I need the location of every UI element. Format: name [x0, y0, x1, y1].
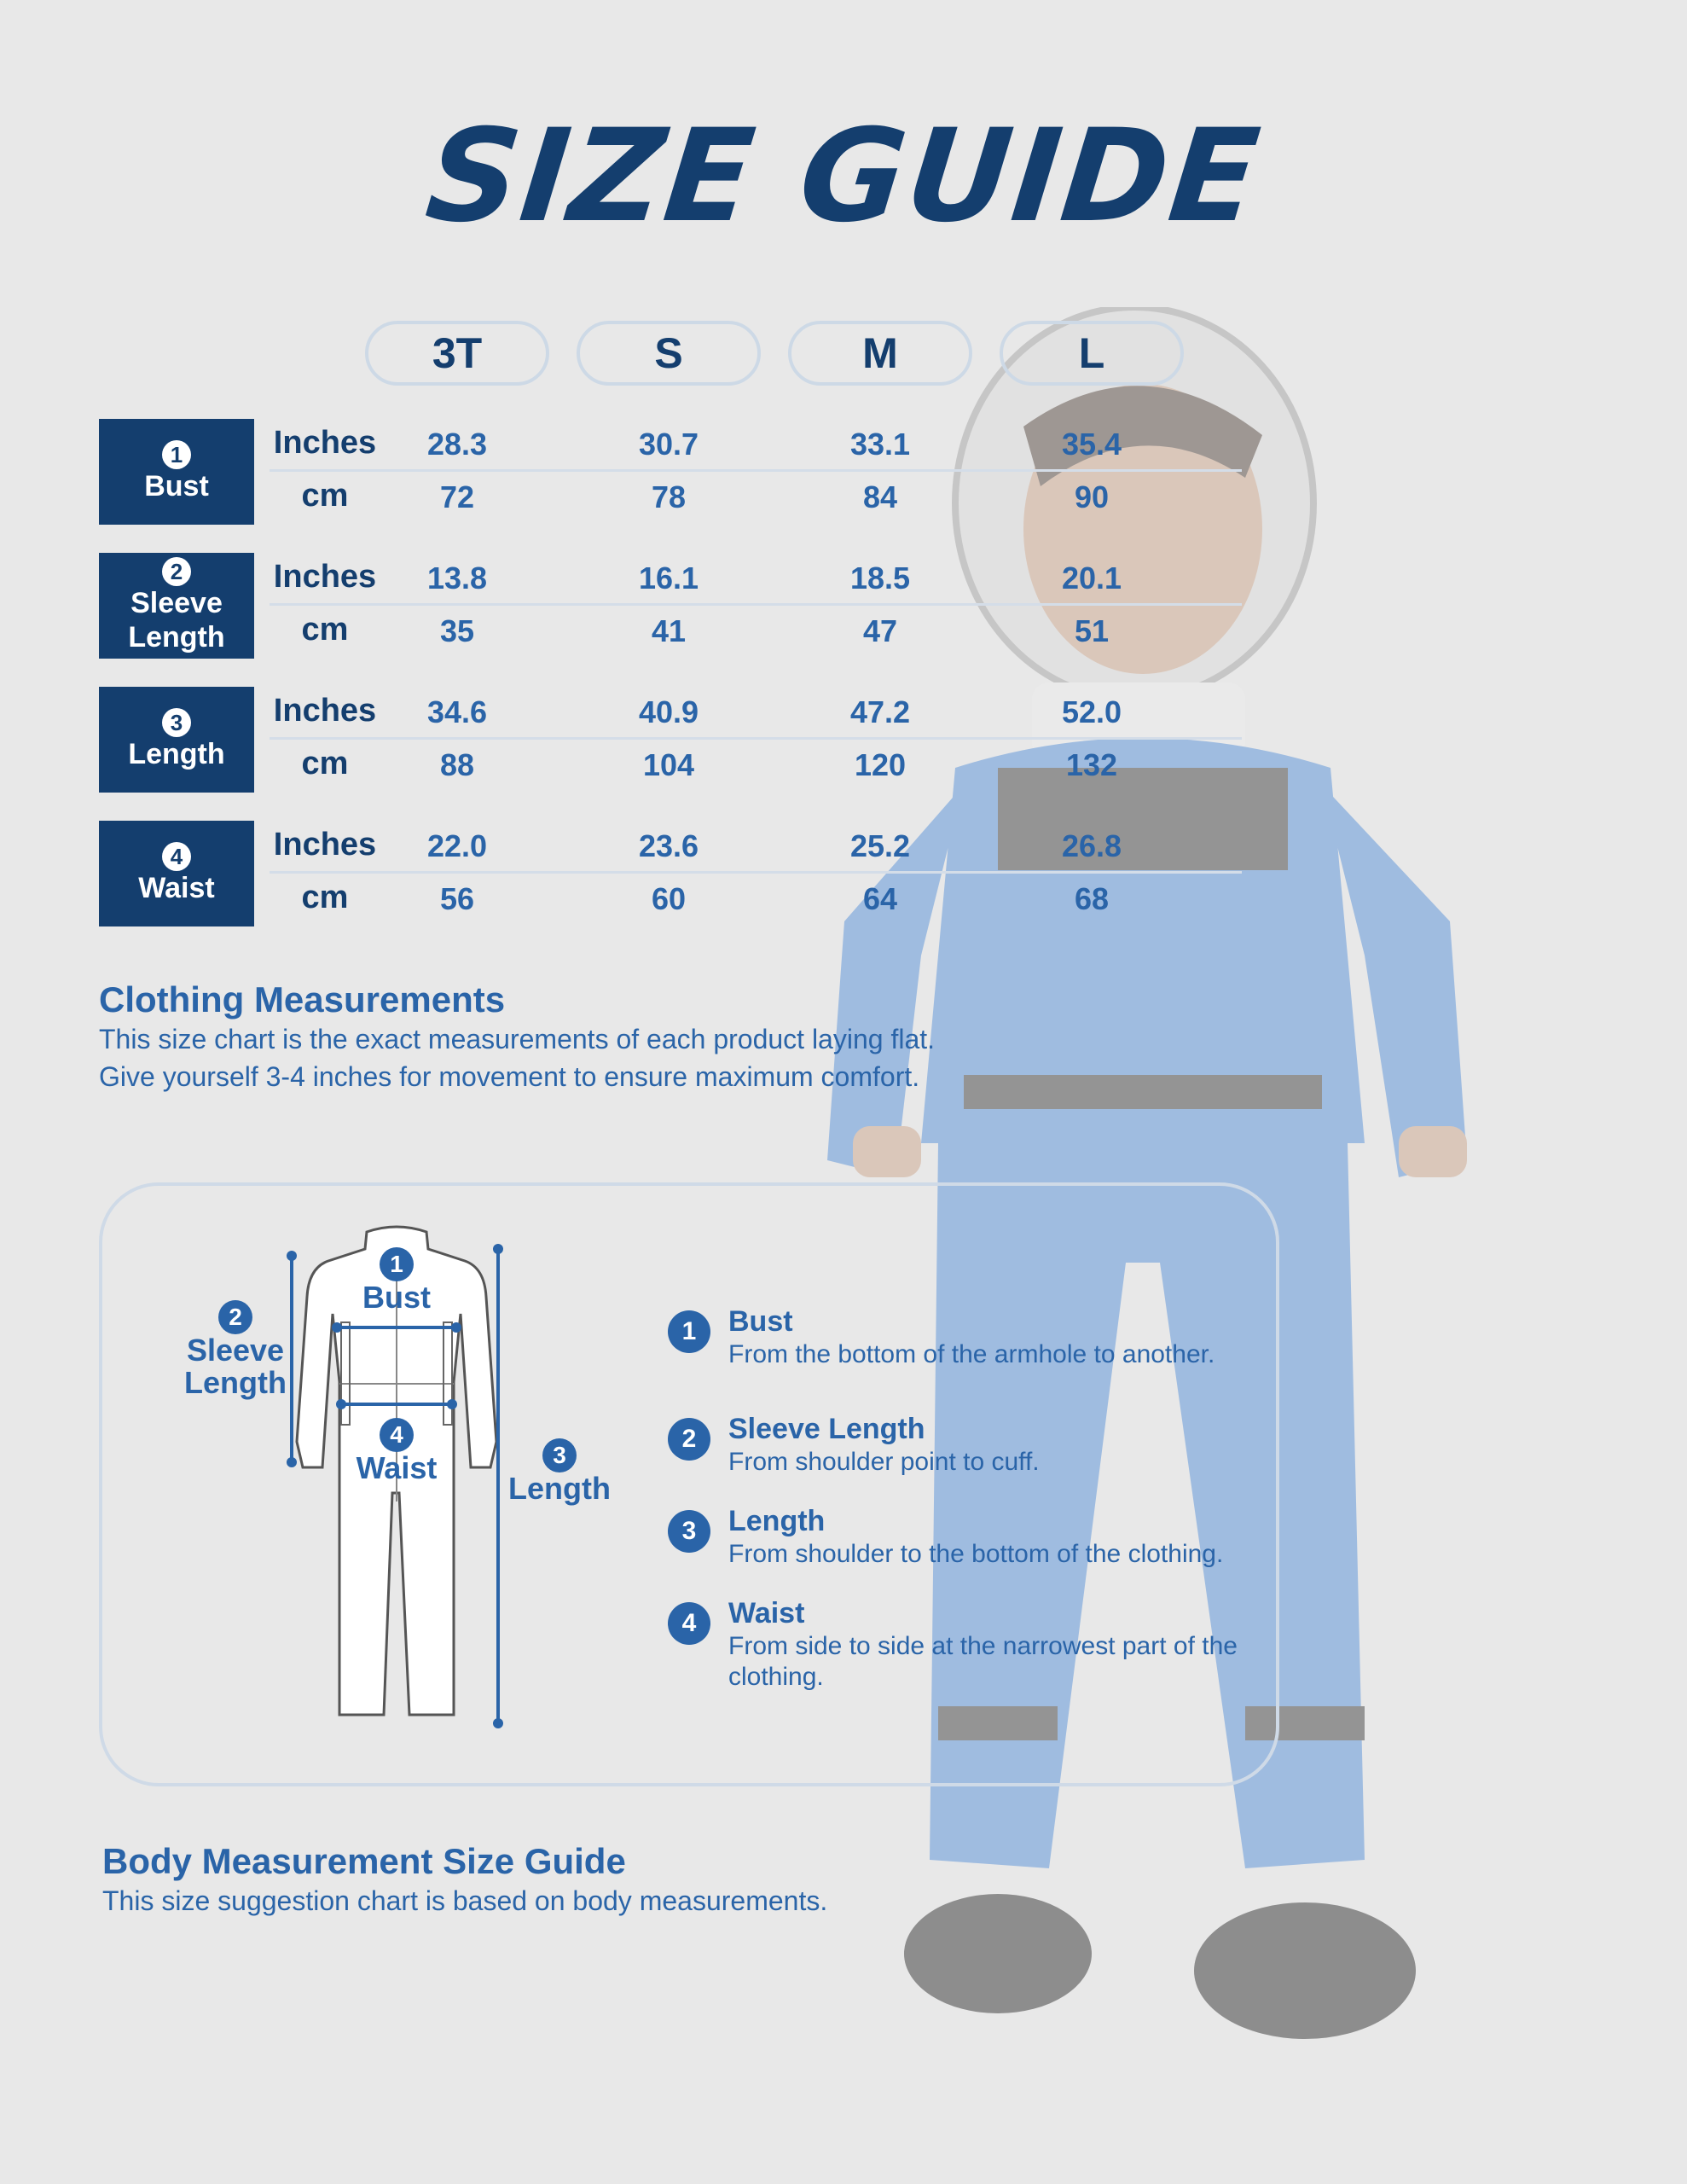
length-cm-m: 120 [854, 747, 907, 782]
bust-cm-3t: 72 [439, 479, 475, 514]
row-label-text: Length [128, 621, 225, 653]
sleeve-inches-m: 18.5 [849, 561, 911, 595]
row-divider [270, 469, 1242, 472]
sleeve-cm-3t: 35 [439, 613, 475, 648]
row-divider [270, 603, 1242, 606]
number-badge: 4 [162, 842, 191, 871]
number-badge: 3 [162, 708, 191, 737]
diagram-label-bust [350, 1246, 443, 1314]
row-divider [270, 871, 1242, 874]
diagram-label-text: Bust [362, 1280, 431, 1315]
body-measurement-heading: Body Measurement Size Guide [102, 1841, 626, 1881]
length-cm-l: 132 [1065, 747, 1118, 782]
size-header-m: M [788, 321, 972, 386]
legend-title-waist: Waist [728, 1597, 805, 1629]
diagram-label-text: Waist [356, 1450, 438, 1485]
waist-inches-s: 23.6 [638, 828, 699, 863]
sleeve-inches-3t: 13.8 [426, 561, 488, 595]
sleeve-cm-l: 51 [1074, 613, 1110, 648]
legend-title-sleeve-length: Sleeve Length [728, 1413, 925, 1445]
row-label-length [99, 687, 254, 793]
page-title: SIZE GUIDE [420, 102, 1267, 251]
waist-cm-3t: 56 [439, 881, 475, 916]
size-header-s: S [577, 321, 761, 386]
number-badge: 4 [380, 1418, 414, 1452]
bust-inches-l: 35.4 [1061, 427, 1122, 462]
legend-number-3: 3 [668, 1510, 710, 1553]
bust-cm-m: 84 [862, 479, 898, 514]
size-header-3t: 3T [365, 321, 549, 386]
length-inches-3t: 34.6 [426, 694, 488, 729]
row-divider [270, 737, 1242, 740]
row-label-text: Sleeve [130, 587, 223, 619]
row-label-text: Length [128, 738, 225, 770]
row-label-text: Waist [138, 872, 215, 904]
diagram-label-waist [345, 1416, 449, 1484]
length-inches-l: 52.0 [1061, 694, 1122, 729]
clothing-measurements-line-1: This size chart is the exact measurements of each product laying flat. [99, 1024, 936, 1054]
unit-inches: Inches [273, 559, 377, 595]
size-header-l: L [1000, 321, 1184, 386]
number-badge: 3 [542, 1438, 577, 1472]
unit-cm: cm [301, 880, 349, 915]
body-measurement-line-1: This size suggestion chart is based on body measurements. [102, 1885, 828, 1916]
bust-inches-m: 33.1 [849, 427, 911, 462]
bust-cm-s: 78 [651, 479, 687, 514]
unit-cm: cm [301, 746, 349, 781]
number-badge: 1 [162, 440, 191, 469]
length-inches-m: 47.2 [849, 694, 911, 729]
unit-inches: Inches [273, 827, 377, 863]
waist-inches-m: 25.2 [849, 828, 911, 863]
waist-cm-l: 68 [1074, 881, 1110, 916]
sleeve-cm-m: 47 [862, 613, 898, 648]
number-badge: 2 [162, 557, 191, 586]
row-label-text: Bust [144, 470, 209, 502]
length-cm-3t: 88 [439, 747, 475, 782]
diagram-label-text: Sleeve [186, 1333, 285, 1368]
bust-inches-3t: 28.3 [426, 427, 488, 462]
clothing-measurements-line-2: Give yourself 3-4 inches for movement to ensure maximum comfort. [99, 1061, 920, 1092]
bust-inches-s: 30.7 [638, 427, 699, 462]
legend-desc-waist: From side to side at the narrowest part of the clothing. [728, 1632, 1238, 1691]
waist-inches-l: 26.8 [1061, 828, 1122, 863]
number-badge: 2 [218, 1300, 252, 1334]
sleeve-inches-s: 16.1 [638, 561, 699, 595]
sleeve-cm-s: 41 [651, 613, 687, 648]
row-label-bust [99, 419, 254, 525]
legend-number-2: 2 [668, 1418, 710, 1461]
bust-cm-l: 90 [1074, 479, 1110, 514]
unit-cm: cm [301, 478, 349, 514]
legend-title-bust: Bust [728, 1305, 793, 1338]
number-badge: 1 [380, 1247, 414, 1281]
length-inches-s: 40.9 [638, 694, 699, 729]
length-cm-s: 104 [642, 747, 695, 782]
waist-cm-m: 64 [862, 881, 898, 916]
waist-cm-s: 60 [651, 881, 687, 916]
row-label-sleeve-length [99, 553, 254, 659]
row-label-waist [99, 821, 254, 926]
clothing-measurements-heading: Clothing Measurements [99, 979, 506, 1019]
sleeve-inches-l: 20.1 [1061, 561, 1122, 595]
legend-number-4: 4 [668, 1602, 710, 1645]
unit-cm: cm [301, 612, 349, 648]
legend-desc-sleeve-length: From shoulder point to cuff. [728, 1448, 1040, 1476]
waist-inches-3t: 22.0 [426, 828, 488, 863]
legend-desc-length: From shoulder to the bottom of the clothing. [728, 1540, 1224, 1568]
unit-inches: Inches [273, 425, 377, 461]
diagram-label-text: Length [184, 1365, 287, 1400]
legend-title-length: Length [728, 1505, 826, 1537]
legend-number-1: 1 [668, 1310, 710, 1353]
diagram-label-text: Length [508, 1471, 611, 1506]
diagram-label-length [507, 1437, 612, 1505]
diagram-label-sleeve-length [176, 1298, 295, 1399]
unit-inches: Inches [273, 693, 377, 729]
legend-desc-bust: From the bottom of the armhole to another. [728, 1340, 1215, 1368]
